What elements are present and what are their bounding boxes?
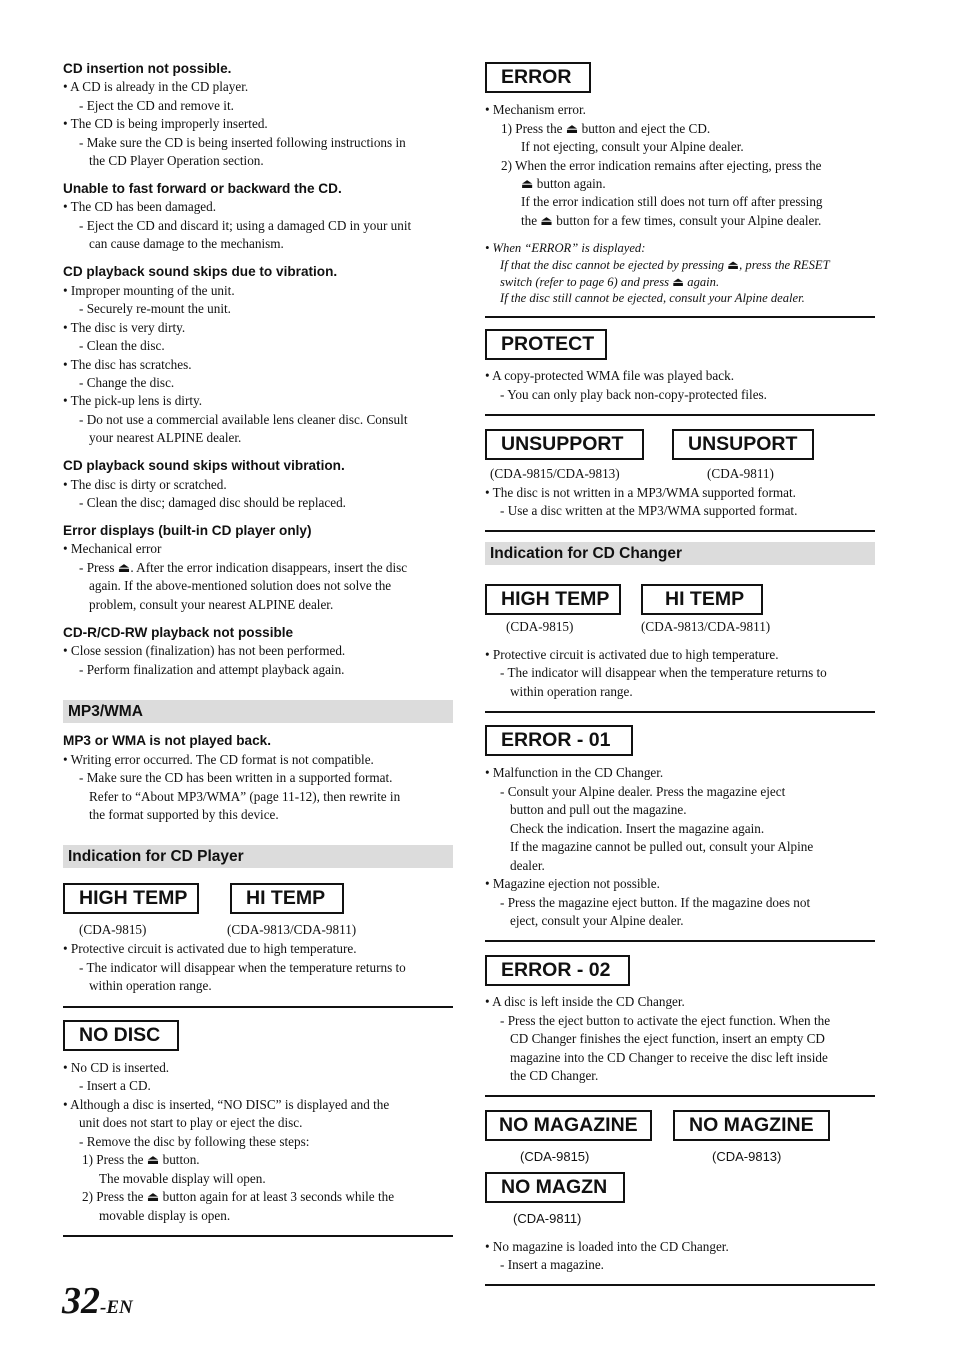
list-item: - Clean the disc; damaged disc should be replaced. bbox=[79, 495, 346, 510]
eject-icon: ⏏ bbox=[565, 121, 579, 136]
list-item: - Securely re-mount the unit. bbox=[79, 301, 231, 316]
list-item: - Remove the disc by following these steps: bbox=[79, 1134, 310, 1149]
list-item: unit does not start to play or eject the disc. bbox=[79, 1115, 303, 1130]
note-line: switch (refer to page 6) and press ⏏ again. bbox=[500, 275, 720, 289]
indicator-high-temp: HIGH TEMP bbox=[485, 584, 621, 615]
list-item: • Writing error occurred. The CD format is not compatible. bbox=[63, 752, 374, 767]
page-number: 32-EN bbox=[62, 1280, 133, 1322]
list-item: - Press ⏏. After the error indication disappears, insert the disc bbox=[79, 560, 408, 575]
list-item: - Change the disc. bbox=[79, 375, 175, 390]
list-item: If the magazine cannot be pulled out, consult your Alpine bbox=[510, 839, 814, 854]
indicator-hi-temp: HI TEMP bbox=[230, 883, 344, 914]
indicator-protect: PROTECT bbox=[485, 329, 607, 360]
model-caption: (CDA-9815) bbox=[520, 1149, 590, 1164]
divider bbox=[485, 711, 875, 713]
list-item: - Eject the CD and discard it; using a damaged CD in your unit bbox=[79, 218, 412, 233]
list-item: • Protective circuit is activated due to high temperature. bbox=[63, 941, 357, 956]
list-item: • The disc is not written in a MP3/WMA supported format. bbox=[485, 485, 796, 500]
list-item: - Make sure the CD is being inserted following instructions in bbox=[79, 135, 406, 150]
heading-fast-forward: Unable to fast forward or backward the CD. bbox=[63, 181, 342, 196]
list-item: button and pull out the magazine. bbox=[510, 802, 687, 817]
divider bbox=[485, 530, 875, 532]
list-item: CD Changer finishes the eject function, insert an empty CD bbox=[510, 1031, 825, 1046]
indicator-high-temp: HIGH TEMP bbox=[63, 883, 199, 914]
list-item: again. If the above-mentioned solution does not solve the bbox=[89, 578, 392, 593]
list-item: movable display is open. bbox=[99, 1208, 231, 1223]
list-item: • The CD is being improperly inserted. bbox=[63, 116, 268, 131]
list-item: magazine into the CD Changer to receive the disc left inside bbox=[510, 1050, 828, 1065]
list-item: within operation range. bbox=[510, 684, 633, 699]
indicator-error-01: ERROR - 01 bbox=[485, 725, 633, 756]
list-item: • A CD is already in the CD player. bbox=[63, 79, 249, 94]
list-item: • Protective circuit is activated due to high temperature. bbox=[485, 647, 779, 662]
heading-cdr-playback: CD-R/CD-RW playback not possible bbox=[63, 625, 294, 640]
indicator-hi-temp: HI TEMP bbox=[641, 584, 763, 615]
list-item: 1) Press the ⏏ button. bbox=[82, 1152, 200, 1167]
note-line: If that the disc cannot be ejected by pressing ⏏, press the RESET bbox=[500, 258, 830, 272]
model-caption: (CDA-9815/CDA-9813) bbox=[490, 466, 620, 481]
list-item: • Mechanical error bbox=[63, 541, 162, 556]
eject-icon: ⏏ bbox=[146, 1189, 160, 1204]
list-item: 2) Press the ⏏ button again for at least 3 seconds while the bbox=[82, 1189, 395, 1204]
list-item: • Malfunction in the CD Changer. bbox=[485, 765, 664, 780]
list-item: problem, consult your nearest ALPINE dealer. bbox=[89, 597, 334, 612]
eject-icon: ⏏ bbox=[672, 275, 685, 289]
list-item: • Mechanism error. bbox=[485, 102, 586, 117]
model-caption: (CDA-9811) bbox=[513, 1211, 582, 1226]
heading-error-displays: Error displays (built-in CD player only) bbox=[63, 523, 312, 538]
list-item: • Magazine ejection not possible. bbox=[485, 876, 660, 891]
section-bar-cd-changer: Indication for CD Changer bbox=[485, 542, 875, 565]
indicator-no-disc: NO DISC bbox=[63, 1020, 179, 1051]
list-item: • The disc is dirty or scratched. bbox=[63, 477, 227, 492]
list-item: - Insert a magazine. bbox=[500, 1257, 604, 1272]
model-caption: (CDA-9811) bbox=[707, 466, 774, 481]
section-bar-mp3-wma: MP3/WMA bbox=[63, 700, 453, 723]
divider bbox=[485, 414, 875, 416]
indicator-no-magzn: NO MAGZN bbox=[485, 1172, 625, 1203]
list-item: can cause damage to the mechanism. bbox=[89, 236, 284, 251]
eject-icon: ⏏ bbox=[521, 176, 534, 191]
note-line: If the disc still cannot be ejected, consult your Alpine dealer. bbox=[500, 291, 805, 305]
list-item: - Consult your Alpine dealer. Press the magazine eject bbox=[500, 784, 786, 799]
list-item: the format supported by this device. bbox=[89, 807, 279, 822]
divider bbox=[485, 1284, 875, 1286]
list-item: • The disc is very dirty. bbox=[63, 320, 186, 335]
section-bar-cd-player: Indication for CD Player bbox=[63, 845, 453, 868]
list-item: - The indicator will disappear when the temperature returns to bbox=[79, 960, 406, 975]
list-item: • A copy-protected WMA file was played back. bbox=[485, 368, 735, 383]
model-caption: (CDA-9813/CDA-9811) bbox=[641, 619, 771, 634]
list-item: - Perform finalization and attempt playback again. bbox=[79, 662, 345, 677]
divider bbox=[63, 1006, 453, 1008]
indicator-unsuport: UNSUPORT bbox=[672, 429, 814, 460]
list-item: - Insert a CD. bbox=[79, 1078, 151, 1093]
list-item: - The indicator will disappear when the temperature returns to bbox=[500, 665, 827, 680]
list-item: - You can only play back non-copy-protected files. bbox=[500, 387, 767, 402]
list-item: • A disc is left inside the CD Changer. bbox=[485, 994, 685, 1009]
list-item: • The pick-up lens is dirty. bbox=[63, 393, 203, 408]
model-caption: (CDA-9813/CDA-9811) bbox=[227, 922, 357, 937]
list-item: - Clean the disc. bbox=[79, 338, 165, 353]
list-item: • Close session (finalization) has not been performed. bbox=[63, 643, 346, 658]
list-item: 2) When the error indication remains after ejecting, press the bbox=[501, 158, 822, 173]
list-item: within operation range. bbox=[89, 978, 212, 993]
indicator-error: ERROR bbox=[485, 62, 591, 93]
heading-mp3-not-played: MP3 or WMA is not played back. bbox=[63, 733, 271, 748]
eject-icon: ⏏ bbox=[146, 1152, 160, 1167]
note-line: • When “ERROR” is displayed: bbox=[485, 241, 646, 255]
list-item: your nearest ALPINE dealer. bbox=[89, 430, 242, 445]
list-item: - Press the magazine eject button. If the magazine does not bbox=[500, 895, 811, 910]
list-item: Check the indication. Insert the magazine again. bbox=[510, 821, 765, 836]
model-caption: (CDA-9813) bbox=[712, 1149, 782, 1164]
list-item: 1) Press the ⏏ button and eject the CD. bbox=[501, 121, 711, 136]
heading-skips-no-vibration: CD playback sound skips without vibration. bbox=[63, 458, 345, 473]
list-item: - Eject the CD and remove it. bbox=[79, 98, 234, 113]
list-item: Refer to “About MP3/WMA” (page 11-12), then rewrite in bbox=[89, 789, 401, 804]
list-item: • No CD is inserted. bbox=[63, 1060, 170, 1075]
list-item: • Although a disc is inserted, “NO DISC” is displayed and the bbox=[63, 1097, 390, 1112]
indicator-error-02: ERROR - 02 bbox=[485, 955, 630, 986]
list-item: - Press the eject button to activate the eject function. When the bbox=[500, 1013, 831, 1028]
list-item: ⏏ button again. bbox=[521, 176, 606, 191]
model-caption: (CDA-9815) bbox=[79, 922, 147, 937]
list-item: the CD Player Operation section. bbox=[89, 153, 264, 168]
list-item: - Use a disc written at the MP3/WMA supported format. bbox=[500, 503, 798, 518]
model-caption: (CDA-9815) bbox=[506, 619, 574, 634]
divider bbox=[63, 1235, 453, 1237]
divider bbox=[485, 1095, 875, 1097]
list-item: dealer. bbox=[510, 858, 545, 873]
list-item: If the error indication still does not turn off after pressing bbox=[521, 194, 823, 209]
eject-icon: ⏏ bbox=[540, 213, 553, 228]
list-item: • No magazine is loaded into the CD Changer. bbox=[485, 1239, 729, 1254]
eject-icon: ⏏ bbox=[117, 560, 131, 575]
list-item: the ⏏ button for a few times, consult your Alpine dealer. bbox=[521, 213, 822, 228]
list-item: - Make sure the CD has been written in a supported format. bbox=[79, 770, 393, 785]
list-item: If not ejecting, consult your Alpine dealer. bbox=[521, 139, 744, 154]
list-item: The movable display will open. bbox=[99, 1171, 266, 1186]
indicator-no-magazine: NO MAGAZINE bbox=[485, 1110, 652, 1141]
indicator-unsupport: UNSUPPORT bbox=[485, 429, 644, 460]
divider bbox=[485, 316, 875, 318]
list-item: • Improper mounting of the unit. bbox=[63, 283, 235, 298]
eject-icon: ⏏ bbox=[727, 258, 740, 272]
list-item: • The CD has been damaged. bbox=[63, 199, 217, 214]
list-item: eject, consult your Alpine dealer. bbox=[510, 913, 684, 928]
list-item: the CD Changer. bbox=[510, 1068, 599, 1083]
heading-skips-vibration: CD playback sound skips due to vibration. bbox=[63, 264, 338, 279]
list-item: - Do not use a commercial available lens cleaner disc. Consult bbox=[79, 412, 408, 427]
heading-cd-insertion: CD insertion not possible. bbox=[63, 61, 232, 76]
list-item: • The disc has scratches. bbox=[63, 357, 192, 372]
indicator-no-magzine: NO MAGZINE bbox=[673, 1110, 830, 1141]
divider bbox=[485, 940, 875, 942]
